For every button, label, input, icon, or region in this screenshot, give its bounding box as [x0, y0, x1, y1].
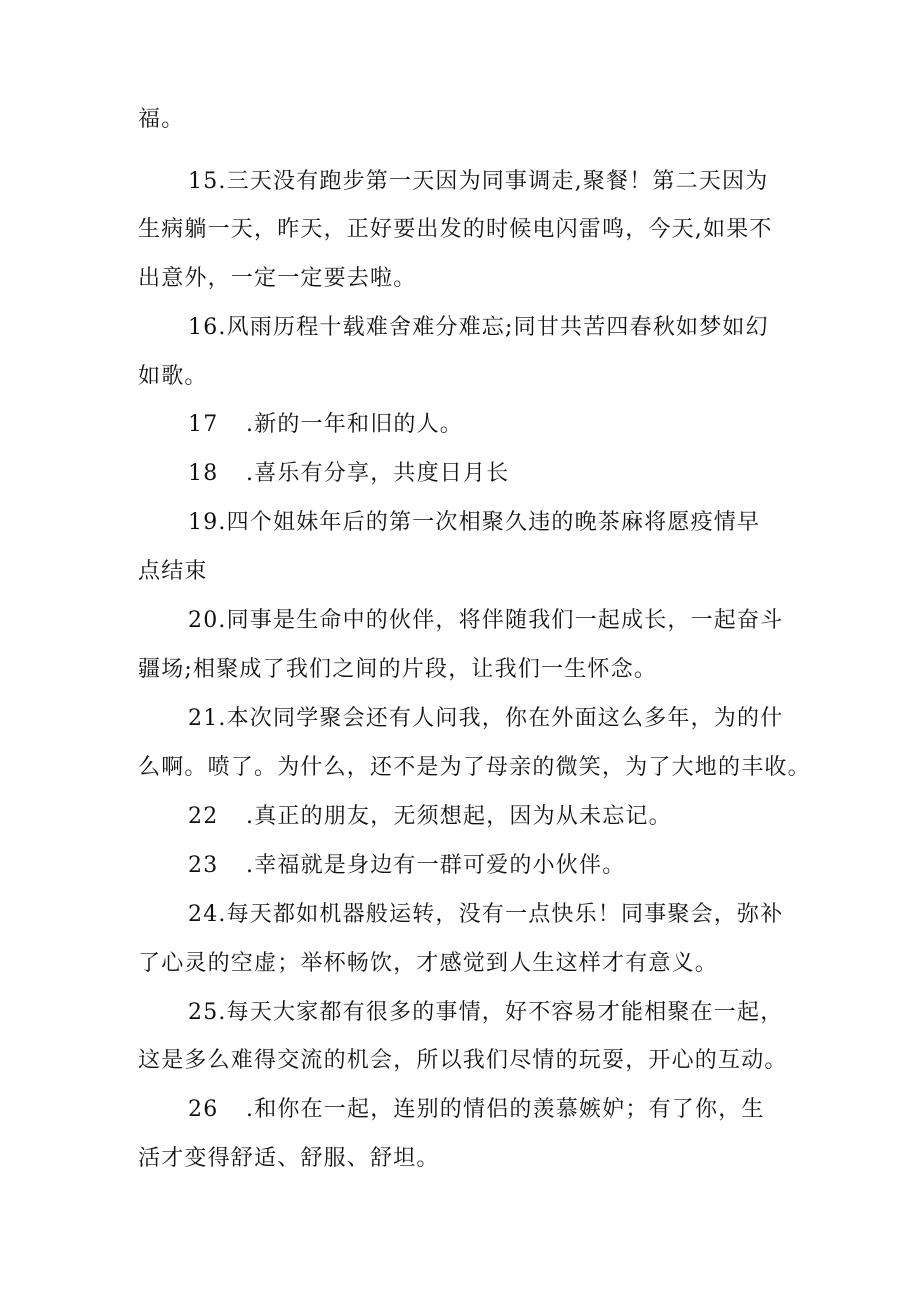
item-number: 25 — [188, 1000, 219, 1025]
line-text: .同事是生命中的伙伴，将伴随我们一起成长，一起奋斗 — [218, 608, 784, 633]
text-line — [138, 949, 718, 979]
list-item-23 — [188, 851, 625, 881]
line-text: 如歌。 — [138, 364, 208, 389]
item-number: 17 — [188, 412, 219, 437]
item-number: 20 — [188, 608, 219, 633]
list-item-17 — [188, 410, 463, 440]
text-line — [138, 215, 773, 245]
text-line — [138, 753, 811, 783]
line-text: .真正的朋友，无须想起，因为从未忘记。 — [246, 804, 672, 829]
list-item-22 — [188, 802, 672, 832]
item-number: 21 — [188, 706, 219, 731]
line-text: 这是多么难得交流的机会，所以我们尽情的玩耍，开心的互动。 — [138, 1048, 788, 1073]
line-text: 活才变得舒适、舒服、舒坦。 — [138, 1146, 440, 1171]
item-number: 26 — [188, 1097, 219, 1122]
item-number: 15 — [188, 169, 219, 194]
line-text: .四个姐妹年后的第一次相聚久违的晚茶麻将愿疫情早 — [218, 510, 761, 535]
item-number: 19 — [188, 510, 219, 535]
item-number: 22 — [188, 804, 219, 829]
list-item-15 — [188, 167, 768, 197]
list-item-26 — [188, 1095, 765, 1125]
item-number: 16 — [188, 315, 219, 340]
line-text: 出意外，一定一定要去啦。 — [138, 266, 417, 291]
text-line — [138, 264, 416, 294]
line-text: .每天都如机器般运转，没有一点快乐！同事聚会，弥补 — [218, 902, 784, 927]
list-item-21 — [188, 704, 783, 734]
line-text: 点结束 — [138, 559, 208, 584]
item-number: 18 — [188, 461, 219, 486]
line-text: .幸福就是身边有一群可爱的小伙伴。 — [246, 853, 626, 878]
item-number: 23 — [188, 853, 219, 878]
line-text: 生病躺一天，昨天，正好要出发的时候电闪雷鸣，今天,如果不 — [138, 217, 773, 242]
text-line — [138, 1046, 788, 1076]
line-text: .喜乐有分享，共度日月长 — [246, 461, 510, 486]
list-item-19 — [188, 508, 760, 538]
list-item-18 — [188, 459, 509, 489]
text-line — [138, 105, 184, 135]
line-text: .三天没有跑步第一天因为同事调走,聚餐！第二天因为 — [218, 169, 769, 194]
text-line — [138, 1144, 440, 1174]
line-text: 么啊。喷了。为什么，还不是为了母亲的微笑，为了大地的丰收。 — [138, 755, 811, 780]
text-line — [138, 655, 657, 685]
list-item-24 — [188, 900, 783, 930]
line-text: 福。 — [138, 107, 185, 132]
list-item-16 — [188, 313, 769, 343]
line-text: .本次同学聚会还有人问我，你在外面这么多年，为的什 — [218, 706, 784, 731]
text-line — [138, 362, 208, 392]
line-text: .每天大家都有很多的事情，好不容易才能相聚在一起， — [218, 1000, 784, 1025]
list-item-25 — [188, 998, 783, 1028]
text-line — [138, 557, 208, 587]
item-number: 24 — [188, 902, 219, 927]
line-text: 疆场;相聚成了我们之间的片段，让我们一生怀念。 — [138, 657, 658, 682]
list-item-20 — [188, 606, 783, 636]
line-text: .风雨历程十载难舍难分难忘;同甘共苦四春秋如梦如幻 — [218, 315, 769, 340]
line-text: .和你在一起，连别的情侣的羡慕嫉妒；有了你，生 — [246, 1097, 765, 1122]
line-text: .新的一年和旧的人。 — [246, 412, 463, 437]
line-text: 了心灵的空虚；举杯畅饮，才感觉到人生这样才有意义。 — [138, 951, 719, 976]
